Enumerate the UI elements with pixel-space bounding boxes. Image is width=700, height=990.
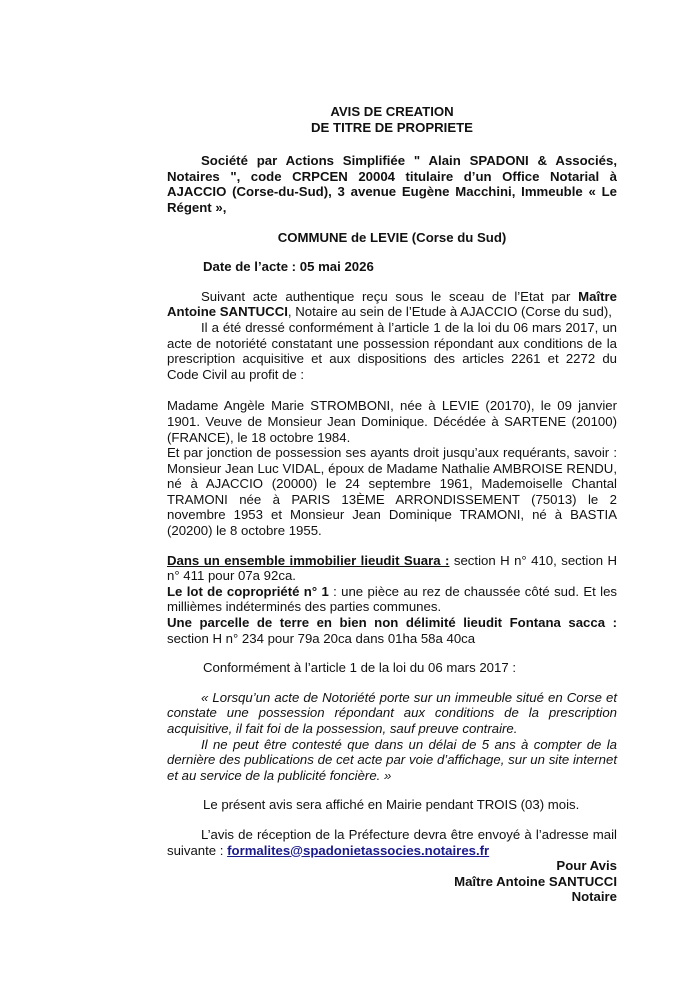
citation-2: Il ne peut être contesté que dans un délai de 5 ans à compter de la dernière des publications de cet acte par voie d’affichage, sur un site internet et au service de la publicité foncière. » (167, 736, 617, 783)
paragraph-suivant (167, 289, 617, 320)
paragraph-jonction: Et par jonction de possession ses ayants droit jusqu’aux requérants, savoir : Monsieur Jean Luc VIDAL, époux de Madame Nathalie AMBROISE RENDU, né à AJACCIO (20000) le 24 septembre 1961, Mademoiselle Chantal TRAMONI née à PARIS 13ÈME ARRONDISSEMENT (75013) le 2 novembre 1953 et Monsieur Jean Dominique TRAMONI, né à BASTIA (20200) le 8 octobre 1955. (167, 445, 617, 539)
ensemble-text: section H n° 410, section H n° 411 pour 07a 92ca. (167, 552, 617, 584)
commune-heading: COMMUNE de LEVIE (Corse du Sud) (277, 229, 507, 245)
signature-pour-avis: Pour Avis (556, 858, 617, 874)
notaire-name: Maître Antoine SANTUCCI (167, 288, 617, 320)
paragraph-beneficiaire: Madame Angèle Marie STROMBONI, née à LEVIE (20170), le 09 janvier 1901. Veuve de Monsieur Jean Dominique. Décédée à SARTENE (20100) (FRANCE), le 18 octobre 1984. (167, 398, 617, 445)
paragraph-dresse: Il a été dressé conformément à l’article 1 de la loi du 06 mars 2017, un acte de notoriété constatant une possession répondant aux conditions de la prescription acquisitive et aux dispositions des articles 2261 et 2272 du Code Civil au profit de : (167, 319, 617, 382)
conformement-text: Conformément à l’article 1 de la loi du 06 mars 2017 : (203, 660, 516, 676)
avis-reception (167, 827, 617, 858)
parcelle-label: Une parcelle de terre en bien non délimité lieudit Fontana sacca : (167, 615, 617, 631)
affichage-text: Le présent avis sera affiché en Mairie pendant TROIS (03) mois. (203, 797, 580, 813)
email-link[interactable]: formalites@spadonietassocies.notaires.fr (227, 842, 490, 858)
suivant-text: Suivant acte authentique reçu sous le sceau de l’Etat par (201, 288, 579, 304)
date-acte: Date de l’acte : 05 mai 2026 (203, 259, 374, 275)
parcelle-text: section H n° 234 pour 79a 20ca dans 01ha 58a 40ca (167, 630, 476, 646)
bien-lot (167, 584, 617, 615)
lot-text: : une pièce au rez de chaussée côté sud. Et les millièmes indéterminés des parties communes. (167, 583, 617, 615)
office-intro: Société par Actions Simplifiée " Alain SPADONI & Associés, Notaires ", code CRPCEN 20004 titulaire d’un Office Notarial à AJACCIO (Corse-du-Sud), 3 avenue Eugène Macchini, Immeuble « Le Régent », (167, 153, 617, 215)
bien-ensemble (167, 553, 617, 584)
signature-title: Notaire (571, 889, 617, 905)
suivant-text-end: , Notaire au sein de l’Etude à AJACCIO (Corse du sud), (287, 304, 612, 320)
notice-document (167, 104, 617, 905)
citation-1: « Lorsqu’un acte de Notoriété porte sur un immeuble situé en Corse et constate une possession répondant aux conditions de la prescription acquisitive, il fait foi de la possession, sauf preuve contraire. (167, 689, 617, 736)
bien-parcelle (167, 615, 617, 646)
notice-title-line1: AVIS DE CREATION (330, 104, 454, 119)
ensemble-label: Dans un ensemble immobilier lieudit Suara : (167, 552, 450, 568)
lot-label: Le lot de copropriété n° 1 (167, 583, 329, 599)
signature-notaire-name: Maître Antoine SANTUCCI (454, 873, 617, 889)
avis-reception-text: L’avis de réception de la Préfecture devra être envoyé à l’adresse mail suivante : (167, 826, 617, 858)
notice-title-line2: DE TITRE DE PROPRIETE (311, 119, 473, 135)
